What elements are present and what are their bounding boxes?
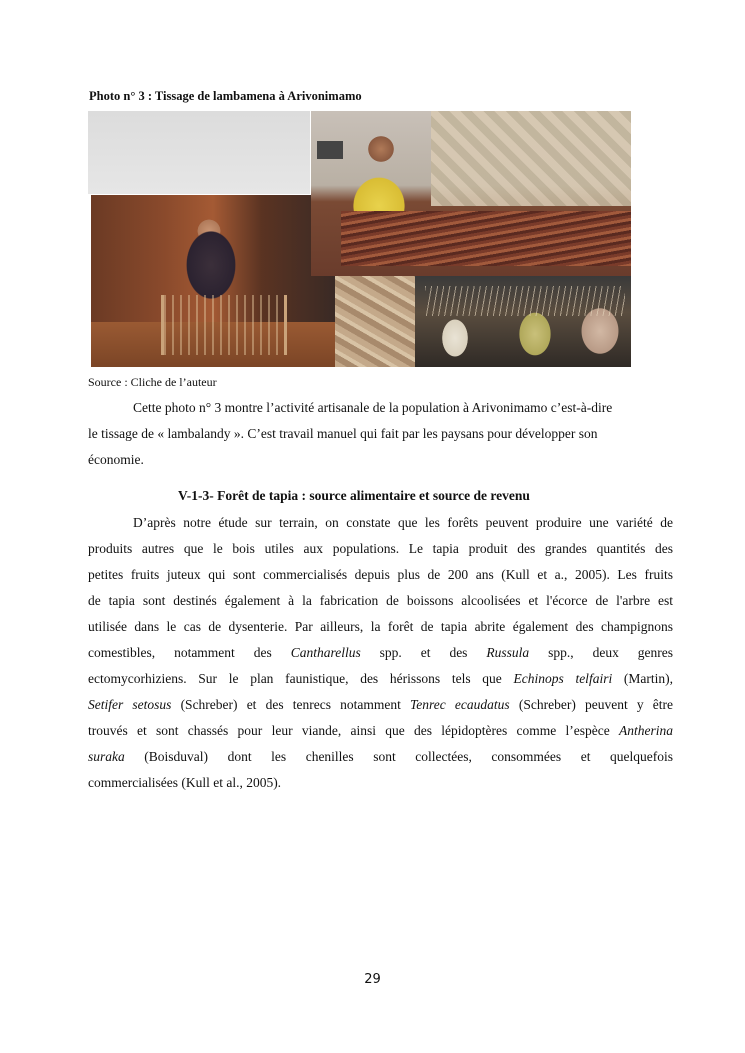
- collage-blank-area: [88, 111, 310, 194]
- species-name: Echinops telfairi: [513, 671, 613, 686]
- body-text: ectomycorhiziens. Sur le plan faunistique, des hérissons tels que: [88, 671, 514, 686]
- body-line-9: [88, 718, 673, 744]
- intro-line-3: économie.: [88, 452, 144, 467]
- species-name: Antherina: [619, 723, 673, 738]
- species-name: suraka: [88, 749, 125, 764]
- intro-line-2: le tissage de « lambalandy ». C’est travail manuel qui fait par les paysans pour développer son: [88, 426, 598, 441]
- photo-woman-in-yellow-weaving: [311, 111, 631, 276]
- body-line-5: utilisée dans le cas de dysenterie. Par ailleurs, la forêt de tapia abrite également des champignons: [88, 619, 673, 634]
- section-heading: V-1-3- Forêt de tapia : source alimentaire et source de revenu: [178, 488, 530, 503]
- body-line-8: [88, 692, 673, 718]
- intro-line-1: Cette photo n° 3 montre l’activité artisanale de la population à Arivonimamo c’est-à-dire: [133, 400, 613, 415]
- page-number: 29: [364, 972, 381, 987]
- photo-wall-tiles: [431, 111, 631, 206]
- body-paragraph: [88, 510, 673, 796]
- body-line-4: de tapia sont destinés également à la fabrication de boissons alcoolisées et l'écorce de l'arbre est: [88, 593, 673, 608]
- body-text: (Martin),: [612, 671, 673, 686]
- body-text: comestibles, notamment des: [88, 645, 291, 660]
- body-line-3: petites fruits juteux qui sont commercialisés depuis plus de 200 ans (Kull et a., 2005). Les fruits: [88, 567, 673, 582]
- photo-caption: Photo n° 3 : Tissage de lambamena à Arivonimamo: [89, 89, 362, 103]
- body-line-11: commercialisées (Kull et al., 2005).: [88, 775, 282, 790]
- body-line-7: [88, 666, 673, 692]
- photo-source: Source : Cliche de l’auteur: [88, 375, 217, 389]
- photo-woven-pattern: [335, 276, 415, 367]
- body-line-10: [88, 744, 673, 770]
- body-text: (Schreber) peuvent y être: [509, 697, 673, 712]
- photo-loom: [161, 295, 287, 355]
- species-name: Tenrec ecaudatus: [410, 697, 510, 712]
- body-text: (Boisduval) dont les chenilles sont collectées, consommées et quelquefois: [124, 749, 673, 764]
- body-line-1: D’après notre étude sur terrain, on constate que les forêts peuvent produire une variété de: [133, 515, 673, 530]
- photo-spools-of-thread: [415, 276, 631, 367]
- photo-woman-weaving-at-loom: [91, 195, 335, 367]
- body-text: trouvés et sont chassés pour leur viande, ainsi que des lépidoptères comme l’espèce: [88, 723, 619, 738]
- photo-collage: [88, 111, 631, 367]
- intro-paragraph: [88, 395, 673, 473]
- photo-thread-strands: [425, 286, 625, 316]
- body-text: spp. et des: [360, 645, 487, 660]
- photo-radio: [317, 141, 343, 159]
- species-name: Russula: [486, 645, 530, 660]
- body-text: (Schreber) et des tenrecs notamment: [171, 697, 411, 712]
- photo-woven-cloth: [341, 211, 631, 266]
- body-line-2: produits autres que le bois utiles aux populations. Le tapia produit des grandes quantités des: [88, 541, 673, 556]
- body-line-6: [88, 640, 673, 666]
- species-name: Cantharellus: [290, 645, 361, 660]
- body-text: spp., deux genres: [529, 645, 673, 660]
- species-name: Setifer setosus: [88, 697, 172, 712]
